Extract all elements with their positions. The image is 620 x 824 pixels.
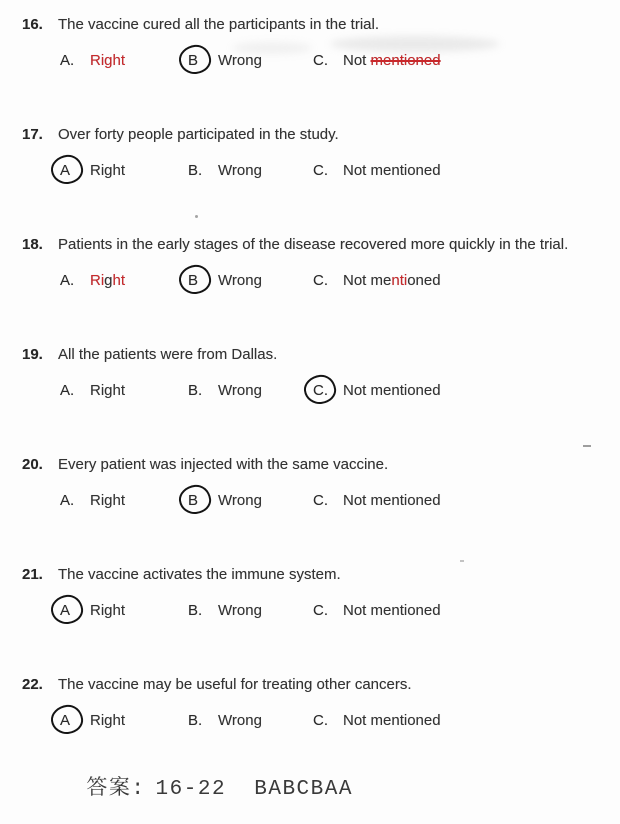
selected-answer-circle: C. xyxy=(313,381,343,401)
option-label: Right xyxy=(90,162,126,179)
option-a xyxy=(60,271,188,291)
option-a xyxy=(60,161,188,181)
question-text: All the patients were from Dallas. xyxy=(58,346,278,363)
option-c xyxy=(313,271,441,291)
option-b xyxy=(188,711,313,731)
option-label: Right xyxy=(90,52,126,69)
option-label: Not mentioned xyxy=(343,492,441,509)
option-a xyxy=(60,601,188,621)
options-row xyxy=(60,51,600,71)
option-letter: A. xyxy=(60,272,75,289)
option-letter: A. xyxy=(60,52,75,69)
option-label: Not mentioned xyxy=(343,712,441,729)
scan-smudge xyxy=(330,36,500,52)
option-label: Right xyxy=(90,602,126,619)
option-c xyxy=(313,161,441,181)
option-label: Not mentioned xyxy=(343,52,441,69)
option-label: Wrong xyxy=(218,492,262,509)
option-b xyxy=(188,271,313,291)
option-letter: C. xyxy=(313,602,328,619)
option-letter: B. xyxy=(188,382,203,399)
options-row xyxy=(60,711,600,731)
option-letter: B. xyxy=(188,602,203,619)
option-label: Right xyxy=(90,382,126,399)
option-label: Wrong xyxy=(218,162,262,179)
option-c xyxy=(313,491,441,511)
option-label: Wrong xyxy=(218,712,262,729)
option-label: Not mentioned xyxy=(343,162,441,179)
options-row xyxy=(60,271,600,291)
selected-answer-circle: A xyxy=(60,711,90,731)
answer-key-line xyxy=(30,748,353,824)
question-text: Patients in the early stages of the disease recovered more quickly in the trial. xyxy=(58,236,569,253)
question-number: 17. xyxy=(22,126,43,143)
option-label: Right xyxy=(90,272,126,289)
answer-key-value: 16-22 BABCBAA xyxy=(155,778,353,801)
option-label: Right xyxy=(90,492,126,509)
selected-answer-circle: A xyxy=(60,601,90,621)
option-label: Wrong xyxy=(218,272,262,289)
scan-speck xyxy=(583,445,591,447)
option-label: Right xyxy=(90,712,126,729)
option-letter: C. xyxy=(313,712,328,729)
question-text: The vaccine cured all the participants in the trial. xyxy=(58,16,379,33)
selected-answer-circle: A xyxy=(60,161,90,181)
option-letter: C. xyxy=(313,52,328,69)
option-letter: B. xyxy=(188,712,203,729)
options-row xyxy=(60,161,600,181)
options-row xyxy=(60,381,600,401)
question-text: Over forty people participated in the study. xyxy=(58,126,339,143)
option-label: Not mentioned xyxy=(343,602,441,619)
option-letter: A. xyxy=(60,382,75,399)
options-row xyxy=(60,601,600,621)
option-c xyxy=(313,381,441,401)
option-letter: C. xyxy=(313,272,328,289)
option-letter: B. xyxy=(188,162,203,179)
option-b xyxy=(188,491,313,511)
question-text: The vaccine activates the immune system. xyxy=(58,566,341,583)
option-label: Wrong xyxy=(218,52,262,69)
option-a xyxy=(60,51,188,71)
selected-answer-circle: B xyxy=(188,491,218,511)
option-c xyxy=(313,711,441,731)
option-a xyxy=(60,491,188,511)
option-label: Not mentioned xyxy=(343,382,441,399)
option-label: Wrong xyxy=(218,382,262,399)
option-b xyxy=(188,601,313,621)
option-letter: A. xyxy=(60,492,75,509)
option-b xyxy=(188,161,313,181)
option-a xyxy=(60,711,188,731)
question-number: 18. xyxy=(22,236,43,253)
option-b xyxy=(188,51,313,71)
options-row xyxy=(60,491,600,511)
option-c xyxy=(313,51,441,71)
question-number: 21. xyxy=(22,566,43,583)
option-letter: C. xyxy=(313,492,328,509)
option-letter: C. xyxy=(313,162,328,179)
question-number: 20. xyxy=(22,456,43,473)
question-number: 19. xyxy=(22,346,43,363)
selected-answer-circle: B xyxy=(188,51,218,71)
question-number: 22. xyxy=(22,676,43,693)
answer-key-label: 答案: xyxy=(86,778,146,801)
option-label: Not mentioned xyxy=(343,272,441,289)
question-text: Every patient was injected with the same vaccine. xyxy=(58,456,389,473)
question-number: 16. xyxy=(22,16,43,33)
option-c xyxy=(313,601,441,621)
scan-speck xyxy=(460,560,464,562)
selected-answer-circle: B xyxy=(188,271,218,291)
option-b xyxy=(188,381,313,401)
scan-speck xyxy=(195,215,198,218)
option-label: Wrong xyxy=(218,602,262,619)
option-a xyxy=(60,381,188,401)
question-text: The vaccine may be useful for treating other cancers. xyxy=(58,676,412,693)
